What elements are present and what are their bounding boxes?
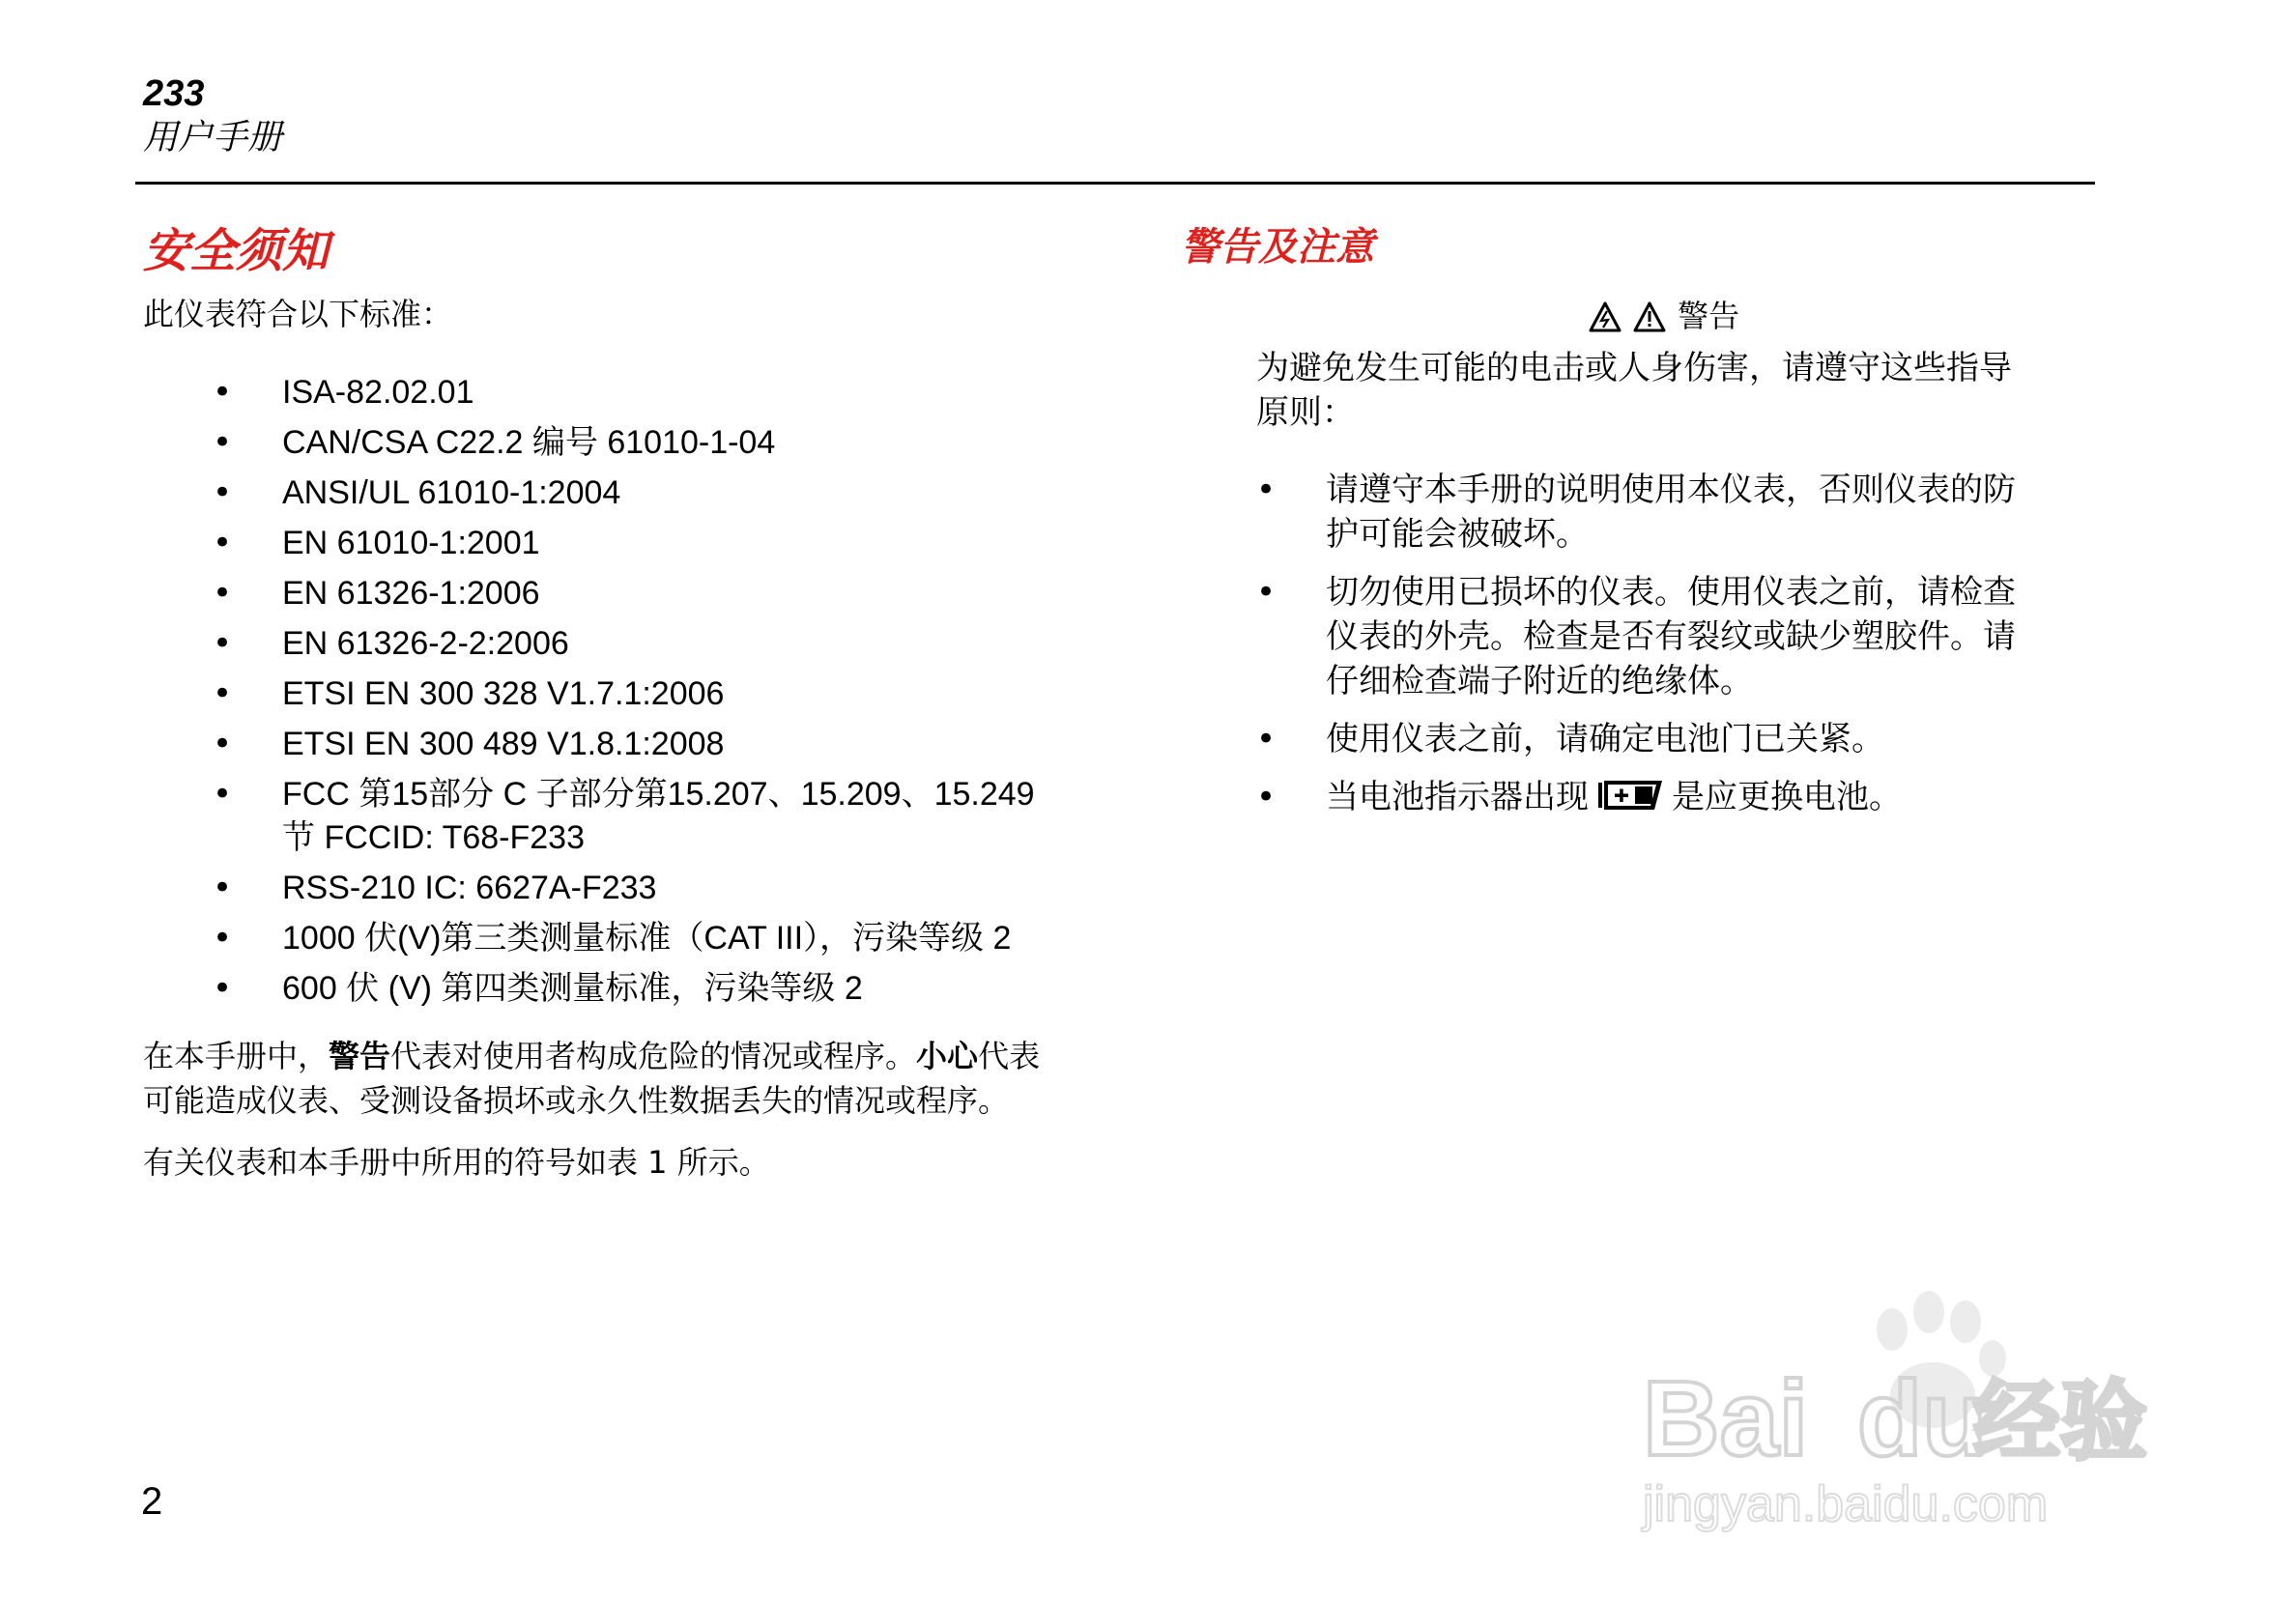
list-item: • FCC 第15部分 C 子部分第15.207、15.209、15.249 节 FCCID: T68-F233 <box>213 774 1035 856</box>
header-rule <box>135 182 2095 185</box>
list-item: • ANSI/UL 61010-1:2004 <box>143 471 1051 515</box>
standards-intro: 此仪表符合以下标准： <box>143 295 453 332</box>
warning-title <box>1239 294 2089 338</box>
page-header <box>143 73 282 159</box>
bullet: • <box>1256 573 1277 612</box>
safety-section <box>143 224 1051 1185</box>
manual-subtitle: 用户手册 <box>143 117 283 157</box>
warning-triangle-icon <box>1633 301 1666 332</box>
terms-paragraph: 在本手册中，警告代表对使用者构成危险的情况或程序。小心代表可能造成仪表、受测设备损坏或永久性数据丢失的情况或程序。 <box>143 1037 1041 1119</box>
list-item: • 600 伏 (V) 第四类测量标准，污染等级 2 <box>143 967 1051 1011</box>
bullet: • <box>1256 720 1277 758</box>
bullet: • <box>213 573 233 613</box>
standards-list <box>143 371 1051 1011</box>
shock-hazard-icon <box>1589 301 1622 332</box>
safety-heading: 安全须知 <box>143 224 330 278</box>
bullet: • <box>213 968 233 1008</box>
svg-text:Bai: Bai <box>1643 1359 1809 1478</box>
bullet: • <box>213 472 233 512</box>
svg-text:jingyan.baidu.com: jingyan.baidu.com <box>1643 1476 2049 1532</box>
list-item: • CAN/CSA C22.2 编号 61010-1-04 <box>143 421 1051 465</box>
bullet: • <box>213 372 233 412</box>
list-item: • 请遵守本手册的说明使用本仪表，否则仪表的防护可能会被破坏。 <box>1256 468 2029 557</box>
list-item: • 使用仪表之前，请确定电池门已关紧。 <box>1256 717 2029 761</box>
bullet: • <box>213 724 233 763</box>
model-number: 233 <box>143 73 205 114</box>
caution-term: 小心 <box>916 1037 979 1074</box>
bullet: • <box>213 523 233 562</box>
warnings-heading: 警告及注意 <box>1181 225 1374 270</box>
list-item: • 1000 伏(V)第三类测量标准（CAT III），污染等级 2 <box>143 917 1051 960</box>
list-item: • EN 61326-2-2:2006 <box>143 622 1051 666</box>
bullet: • <box>1256 471 1277 509</box>
warnings-section <box>1181 224 2089 837</box>
page-number: 2 <box>141 1480 163 1523</box>
list-item: • ETSI EN 300 328 V1.7.1:2006 <box>143 672 1051 716</box>
battery-icon <box>1596 779 1664 823</box>
svg-text:经验: 经验 <box>1973 1374 2147 1471</box>
bullet: • <box>213 918 233 957</box>
list-item: • EN 61010-1:2001 <box>143 522 1051 565</box>
bullet: • <box>213 422 233 462</box>
list-item: • EN 61326-1:2006 <box>143 572 1051 615</box>
warning-label: 警告 <box>1678 298 1740 334</box>
baidu-jingyan-watermark <box>1633 1252 2174 1542</box>
bullet: • <box>213 868 233 907</box>
list-item: • 切勿使用已损坏的仪表。使用仪表之前，请检查仪表的外壳。检查是否有裂纹或缺少塑胶件。请仔细检查端子附近的绝缘体。 <box>1256 570 2029 703</box>
bullet: • <box>213 623 233 663</box>
svg-text:du: du <box>1857 1359 1988 1478</box>
warning-term: 警告 <box>329 1037 391 1074</box>
list-item: • ETSI EN 300 489 V1.8.1:2008 <box>143 723 1051 766</box>
list-item: • 当电池指示器出现 是应更换电池。 <box>1256 775 2029 823</box>
warning-intro: 为避免发生可能的电击或人身伤害，请遵守这些指导原则： <box>1256 349 2012 432</box>
bullet: • <box>1256 778 1277 816</box>
list-item: • ISA-82.02.01 <box>143 371 1051 414</box>
bullet: • <box>213 774 233 814</box>
list-item: • RSS-210 IC: 6627A-F233 <box>143 867 1051 910</box>
symbols-paragraph: 有关仪表和本手册中所用的符号如表 1 所示。 <box>143 1143 770 1181</box>
warning-list <box>1256 468 2029 823</box>
bullet: • <box>213 673 233 713</box>
